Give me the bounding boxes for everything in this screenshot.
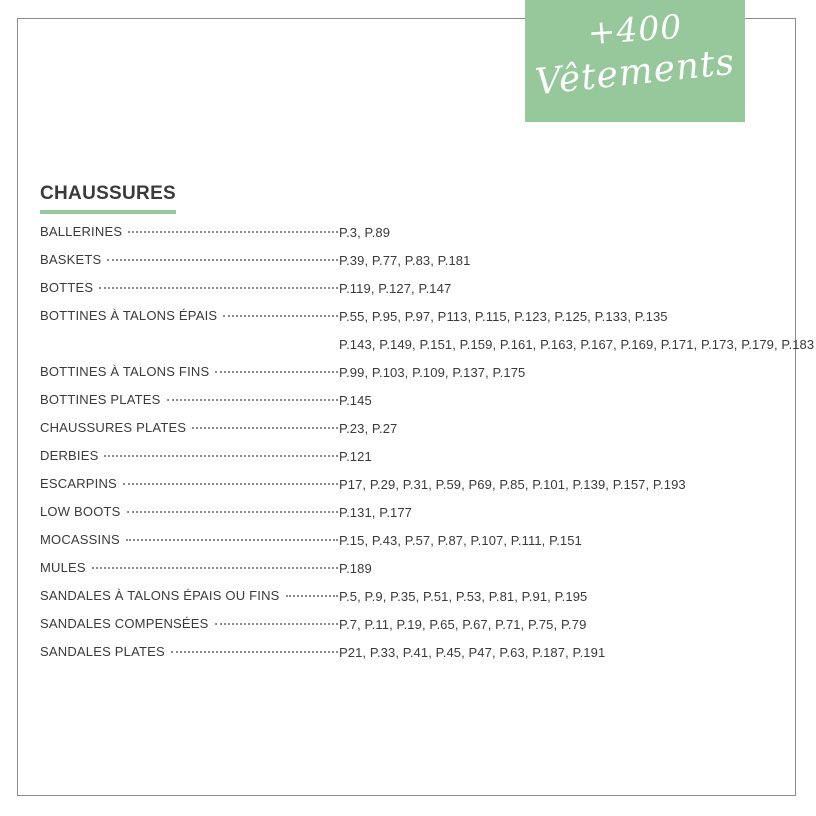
index-entry xyxy=(40,644,340,664)
entry-pages: P.55, P.95, P.97, P113, P.115, P.123, P.125, P.133, P.135 xyxy=(339,309,668,324)
entry-label: BOTTINES À TALONS FINS xyxy=(40,364,210,379)
index-entry xyxy=(40,588,340,608)
entry-pages: P.99, P.103, P.109, P.137, P.175 xyxy=(339,365,526,380)
index-entry xyxy=(40,532,340,552)
dot-leader xyxy=(104,455,338,457)
badge-title: Vêtements xyxy=(533,41,737,104)
entry-label: BALLERINES xyxy=(40,224,123,239)
index-entry xyxy=(40,560,340,580)
entry-label: MULES xyxy=(40,560,86,575)
dot-leader xyxy=(107,259,338,261)
dot-leader xyxy=(192,427,338,429)
entry-pages: P.39, P.77, P.83, P.181 xyxy=(339,253,471,268)
index-entry xyxy=(40,224,340,244)
index-entry xyxy=(40,448,340,468)
entry-pages: P.189 xyxy=(339,561,372,576)
section-title: CHAUSSURES xyxy=(40,183,177,204)
entry-label: LOW BOOTS xyxy=(40,504,121,519)
entry-label: SANDALES COMPENSÉES xyxy=(40,616,209,631)
entry-pages: P.3, P.89 xyxy=(339,225,391,240)
entry-label: BOTTINES PLATES xyxy=(40,392,161,407)
dot-leader xyxy=(167,399,338,401)
dot-leader xyxy=(126,539,338,541)
dot-leader xyxy=(215,371,338,373)
entry-label: CHAUSSURES PLATES xyxy=(40,420,187,435)
entry-pages: P.5, P.9, P.35, P.51, P.53, P.81, P.91, P.195 xyxy=(339,589,588,604)
dot-leader xyxy=(123,483,338,485)
entry-pages: P21, P.33, P.41, P.45, P47, P.63, P.187, P.191 xyxy=(339,645,606,660)
entry-label: ESCARPINS xyxy=(40,476,117,491)
dot-leader xyxy=(128,231,338,233)
entry-pages: P.7, P.11, P.19, P.65, P.67, P.71, P.75, P.79 xyxy=(339,617,587,632)
index-entry xyxy=(40,504,340,524)
index-entry xyxy=(40,420,340,440)
entry-label: SANDALES PLATES xyxy=(40,644,165,659)
dot-leader xyxy=(215,623,338,625)
dot-leader xyxy=(171,651,338,653)
index-entry xyxy=(40,252,340,272)
entry-pages: P.131, P.177 xyxy=(339,505,413,520)
index-entry xyxy=(40,364,340,384)
entry-pages: P17, P.29, P.31, P.59, P69, P.85, P.101, P.139, P.157, P.193 xyxy=(339,477,686,492)
entry-label: BOTTES xyxy=(40,280,94,295)
dot-leader xyxy=(92,567,338,569)
dot-leader xyxy=(127,511,338,513)
entry-pages: P.23, P.27 xyxy=(339,421,398,436)
dot-leader xyxy=(223,315,338,317)
dot-leader xyxy=(286,595,338,597)
badge-count: +400 xyxy=(586,6,684,53)
title-badge xyxy=(525,0,745,122)
entry-pages: P.121 xyxy=(339,449,372,464)
index-entry xyxy=(40,476,340,496)
entry-label: DERBIES xyxy=(40,448,99,463)
index-entry xyxy=(40,308,340,328)
index-entry xyxy=(40,616,340,636)
entry-label: BASKETS xyxy=(40,252,102,267)
entry-pages: P.119, P.127, P.147 xyxy=(339,281,452,296)
entry-pages: P.145 xyxy=(339,393,372,408)
entry-pages-continued: P.143, P.149, P.151, P.159, P.161, P.163, P.167, P.169, P.171, P.173, P.179, P.183 xyxy=(339,337,815,352)
index-entry xyxy=(40,280,340,300)
section-title-underline xyxy=(40,210,176,214)
entry-pages: P.15, P.43, P.57, P.87, P.107, P.111, P.151 xyxy=(339,533,582,548)
dot-leader xyxy=(99,287,338,289)
index-entry xyxy=(40,392,340,412)
entry-label: BOTTINES À TALONS ÉPAIS xyxy=(40,308,218,323)
entry-label: MOCASSINS xyxy=(40,532,120,547)
entry-label: SANDALES À TALONS ÉPAIS OU FINS xyxy=(40,588,280,603)
